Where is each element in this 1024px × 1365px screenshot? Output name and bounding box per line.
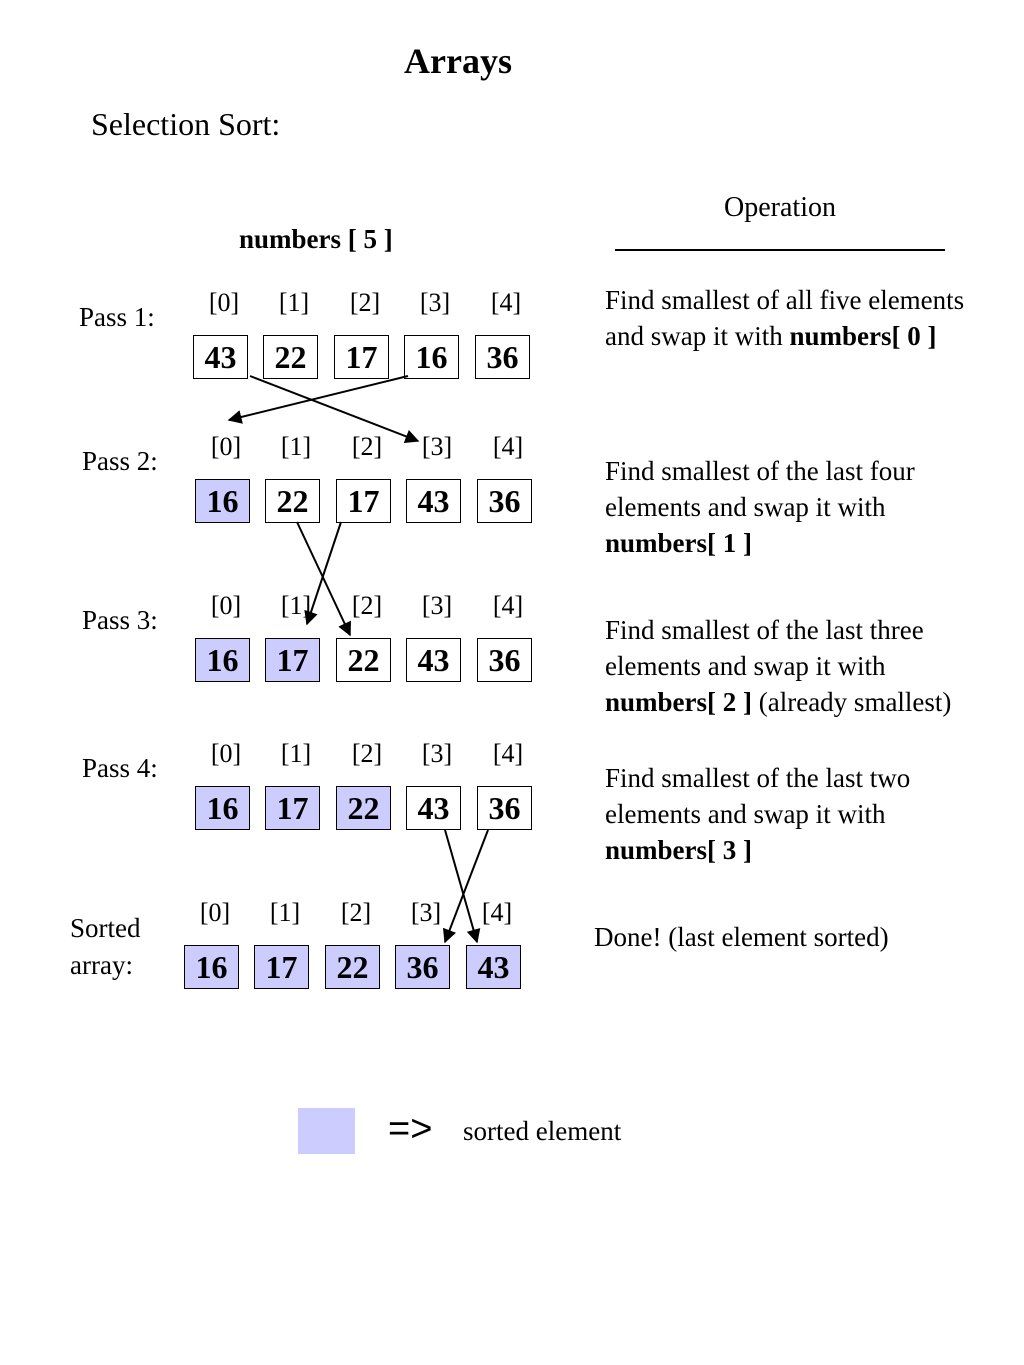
array-cell: 43 — [406, 638, 461, 682]
array-cell: 17 — [334, 335, 389, 379]
array-cell: 43 — [406, 786, 461, 830]
swap-arrow — [307, 522, 341, 624]
operation-text-5: Done! (last element sorted) — [594, 922, 889, 952]
array-cell: 22 — [336, 786, 391, 830]
array-cell: 43 — [466, 945, 521, 989]
array-cell: 16 — [184, 945, 239, 989]
array-cell: 22 — [336, 638, 391, 682]
index-label: [2] — [340, 898, 372, 927]
index-label: [4] — [481, 898, 513, 927]
index-label: [3] — [410, 898, 442, 927]
array-cell: 22 — [263, 335, 318, 379]
array-cell: 17 — [254, 945, 309, 989]
array-cell: 17 — [265, 638, 320, 682]
pass-label-4: Pass 4: — [82, 753, 158, 783]
index-label: [2] — [351, 432, 383, 461]
index-label: [3] — [419, 288, 451, 317]
array-cell: 36 — [477, 638, 532, 682]
index-label: [0] — [210, 591, 242, 620]
index-label: [3] — [421, 591, 453, 620]
pass-label-2: Pass 2: — [82, 446, 158, 476]
index-label: [4] — [492, 739, 524, 768]
index-label: [3] — [421, 432, 453, 461]
array-cell: 36 — [475, 335, 530, 379]
index-label: [4] — [490, 288, 522, 317]
index-label: [1] — [269, 898, 301, 927]
index-label: [0] — [210, 739, 242, 768]
operation-header: Operation — [724, 192, 836, 223]
array-cell: 16 — [195, 479, 250, 523]
operation-text-1: Find smallest of all five elements and swap it with numbers[ 0 ] — [605, 285, 965, 351]
legend-arrow: => — [388, 1108, 433, 1150]
swap-arrow — [445, 830, 488, 942]
operation-text-3: Find smallest of the last three elements and swap it with numbers[ 2 ] (already smallest) — [605, 615, 952, 717]
operation-text-2: Find smallest of the last four elements and swap it with numbers[ 1 ] — [605, 456, 915, 558]
index-label: [4] — [492, 432, 524, 461]
array-declaration: numbers [ 5 ] — [239, 224, 393, 254]
subtitle: Selection Sort: — [91, 106, 281, 142]
array-cell: 22 — [325, 945, 380, 989]
legend-swatch — [298, 1108, 355, 1154]
index-label: [0] — [210, 432, 242, 461]
array-cell: 36 — [477, 786, 532, 830]
pass-label-3: Pass 3: — [82, 605, 158, 635]
swap-arrow — [229, 376, 408, 420]
index-label: [4] — [492, 591, 524, 620]
array-cell: 22 — [265, 479, 320, 523]
array-cell: 17 — [336, 479, 391, 523]
index-label: [2] — [349, 288, 381, 317]
page-title: Arrays — [404, 41, 512, 81]
array-cell: 36 — [477, 479, 532, 523]
sorted-array-label: Sorted array: — [70, 913, 141, 980]
array-cell: 43 — [193, 335, 248, 379]
array-cell: 17 — [265, 786, 320, 830]
operation-text-4: Find smallest of the last two elements and swap it with numbers[ 3 ] — [605, 763, 911, 865]
pass-label-1: Pass 1: — [79, 302, 155, 332]
array-cell: 16 — [195, 786, 250, 830]
index-label: [3] — [421, 739, 453, 768]
index-label: [2] — [351, 739, 383, 768]
array-cell: 43 — [406, 479, 461, 523]
index-label: [1] — [280, 591, 312, 620]
array-cell: 16 — [195, 638, 250, 682]
index-label: [1] — [280, 432, 312, 461]
index-label: [0] — [208, 288, 240, 317]
swap-arrow — [445, 830, 477, 942]
swap-arrow — [297, 522, 350, 635]
index-label: [0] — [199, 898, 231, 927]
array-cell: 36 — [395, 945, 450, 989]
legend-label: sorted element — [463, 1116, 622, 1146]
index-label: [2] — [351, 591, 383, 620]
index-label: [1] — [280, 739, 312, 768]
index-label: [1] — [278, 288, 310, 317]
array-cell: 16 — [404, 335, 459, 379]
